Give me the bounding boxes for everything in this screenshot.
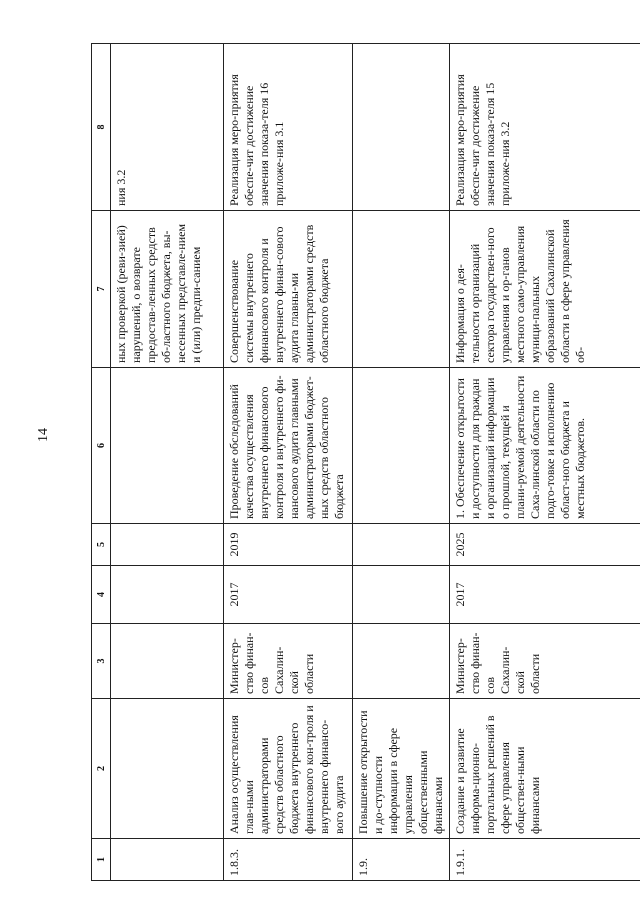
cell-consequence: Совершенствование системы внутреннего финансового контроля и внутреннего финан-сового аудита главны-ми администраторами средств областного бюджета (224, 211, 353, 368)
cell-end-year: 2019 (224, 524, 353, 566)
cell-number: 1.9.1. (450, 839, 640, 881)
cell-number (111, 839, 224, 881)
cell-expected-result: 1. Обеспечение открытости и доступности для граждан и организаций информации о прошлой, текущей и плани-руемой деятельности Саха-линской области по подго-товке и исполнению област-ного бюджета и местных бюджетов. (450, 368, 640, 524)
cell-expected-result (353, 368, 450, 524)
col-header: 4 (92, 566, 111, 624)
cell-expected-result: Проведение обследований качества осуществления внутреннего финансового контроля и внутреннего фи-нансового аудита главными администраторами бюджет-ных средств областного бюджета (224, 368, 353, 524)
cell-indicator-relation: Реализация меро-приятия обеспе-чит достижение значения показа-теля 16 приложе-ния 3.1 (224, 44, 353, 211)
cell-number: 1.9. (353, 839, 450, 881)
page-number: 14 (36, 428, 51, 442)
cell-start-year: 2017 (450, 566, 640, 624)
table-row (353, 44, 450, 881)
cell-executor: Министер-ство финан-сов Сахалин-ской области (224, 624, 353, 699)
cell-start-year: 2017 (224, 566, 353, 624)
rotated-page (91, 44, 603, 881)
cell-consequence: Информация о дея-тельности организаций сектора государствен-ного управления и ор-ганов местного само-управления муници-пальных образований Сахалинской области в сфере управления об- (450, 211, 640, 368)
cell-end-year (111, 524, 224, 566)
table-row (111, 44, 224, 881)
col-header: 8 (92, 44, 111, 211)
col-header: 5 (92, 524, 111, 566)
cell-measure-name: Повышение открытости и до-ступности информации в сфере управления общественными финансами (353, 699, 450, 839)
cell-executor (353, 624, 450, 699)
cell-indicator-relation: Реализация меро-приятия обеспе-чит достижение значения показа-теля 15 приложе-ния 3.2 (450, 44, 640, 211)
cell-indicator-relation: ния 3.2 (111, 44, 224, 211)
col-header: 6 (92, 368, 111, 524)
cell-number: 1.8.3. (224, 839, 353, 881)
cell-measure-name: Создание и развитие информа-ционно-порталъных решений в сфере управления обществен-ными финансами (450, 699, 640, 839)
col-header: 2 (92, 699, 111, 839)
header-row (92, 44, 111, 881)
cell-measure-name: Анализ осуществления глав-ными администраторами средств областного бюджета внутреннего финансового кон-троля и внутреннего финансо-вого аудита (224, 699, 353, 839)
col-header: 1 (92, 839, 111, 881)
cell-consequence (353, 211, 450, 368)
table-row (450, 44, 640, 881)
col-header: 3 (92, 624, 111, 699)
cell-end-year: 2025 (450, 524, 640, 566)
col-header: 7 (92, 211, 111, 368)
cell-start-year (353, 566, 450, 624)
program-measures-table (91, 43, 640, 881)
cell-expected-result (111, 368, 224, 524)
cell-executor (111, 624, 224, 699)
cell-indicator-relation (353, 44, 450, 211)
cell-end-year (353, 524, 450, 566)
cell-executor: Министер-ство финан-сов Сахалин-ской области (450, 624, 640, 699)
cell-measure-name (111, 699, 224, 839)
table-row (224, 44, 353, 881)
cell-consequence: ных проверкой (реви-зией) нарушений, о возврате предостав-ленных средств об-ластного бюджета, вы-несенных представле-нием и (или) предпи-санием (111, 211, 224, 368)
cell-start-year (111, 566, 224, 624)
